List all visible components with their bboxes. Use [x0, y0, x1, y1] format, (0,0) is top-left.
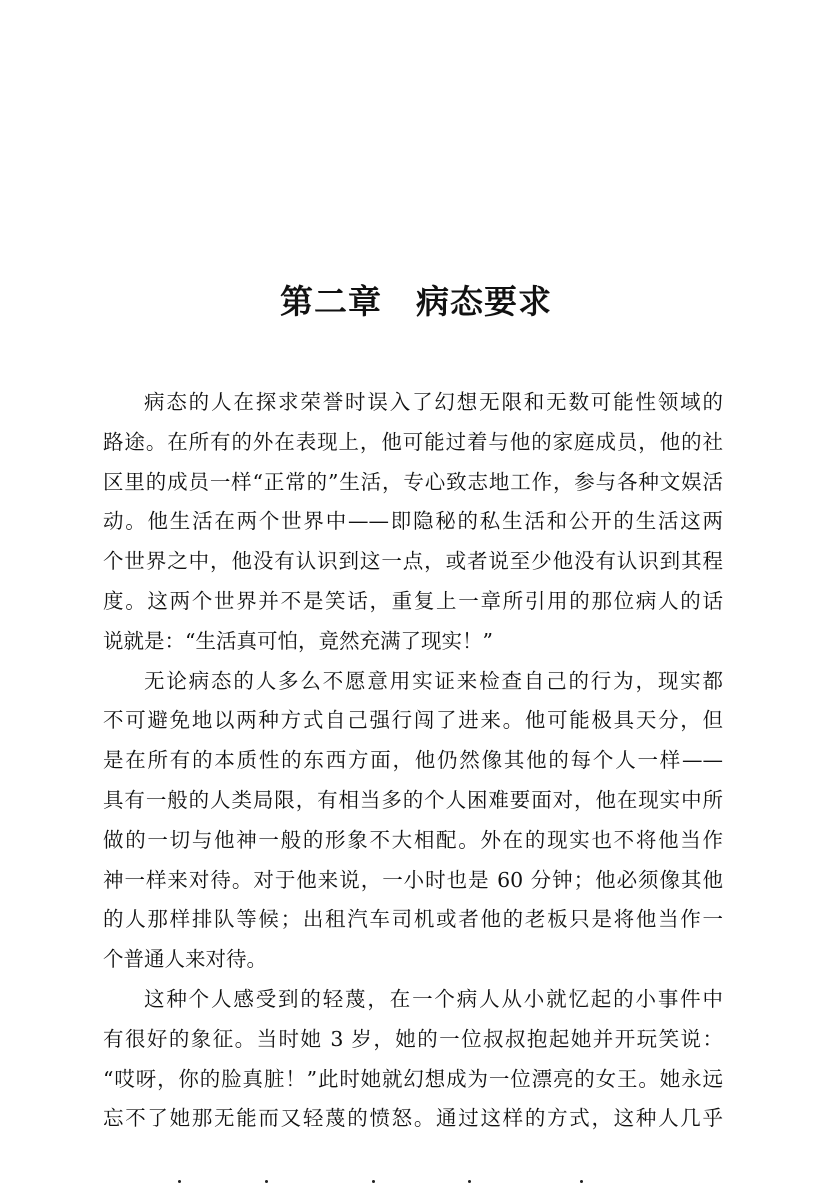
text-line: 不可避免地以两种方式自己强行闯了进来。他可能极具天分，但 — [103, 708, 723, 733]
chapter-title: 第二章 病态要求 — [280, 282, 552, 321]
text-line: 无论病态的人多么不愿意用实证来检查自己的行为，现实都 — [144, 668, 723, 693]
scan-speck — [580, 1180, 583, 1183]
text-line: 度。这两个世界并不是笑话，重复上一章所引用的那位病人的话 — [103, 588, 723, 613]
text-line: “哎呀，你的脸真脏！”此时她就幻想成为一位漂亮的女王。她永远 — [103, 1066, 723, 1091]
text-line: 路途。在所有的外在表现上，他可能过着与他的家庭成员，他的社 — [103, 429, 723, 454]
text-line: 有很好的象征。当时她 3 岁，她的一位叔叔抱起她并开玩笑说： — [103, 1026, 723, 1051]
text-line: 具有一般的人类局限，有相当多的个人困难要面对，他在现实中所 — [103, 787, 723, 812]
paragraph — [103, 383, 723, 662]
text-line: 个世界之中，他没有认识到这一点，或者说至少他没有认识到其程 — [103, 549, 723, 574]
paragraph — [103, 662, 723, 980]
scan-speck — [265, 1180, 268, 1183]
scan-speck — [178, 1180, 181, 1183]
text-line: 动。他生活在两个世界中——即隐秘的私生活和公开的生活这两 — [103, 509, 723, 534]
text-line: 是在所有的本质性的东西方面，他仍然像其他的每个人一样—— — [103, 748, 723, 773]
text-line: 忘不了她那无能而又轻蔑的愤怒。通过这样的方式，这种人几乎 — [103, 1106, 723, 1131]
scan-speck — [372, 1180, 375, 1183]
text-line: 做的一切与他神一般的形象不大相配。外在的现实也不将他当作 — [103, 827, 723, 852]
text-line: 的人那样排队等候；出租汽车司机或者他的老板只是将他当作一 — [103, 907, 723, 932]
paragraph — [103, 980, 723, 1139]
text-line: 神一样来对待。对于他来说，一小时也是 60 分钟；他必须像其他 — [103, 867, 723, 892]
text-line: 这种个人感受到的轻蔑，在一个病人从小就忆起的小事件中 — [144, 986, 723, 1011]
text-line: 病态的人在探求荣誉时误入了幻想无限和无数可能性领域的 — [144, 390, 723, 414]
text-line: 个普通人来对待。 — [103, 947, 267, 972]
scan-speck — [468, 1180, 471, 1183]
scan-specks — [0, 1176, 832, 1196]
text-line: 区里的成员一样“正常的”生活，专心致志地工作，参与各种文娱活 — [103, 469, 723, 494]
body-text — [103, 383, 723, 1139]
text-line: 说就是：“生活真可怕，竟然充满了现实！” — [103, 628, 493, 653]
